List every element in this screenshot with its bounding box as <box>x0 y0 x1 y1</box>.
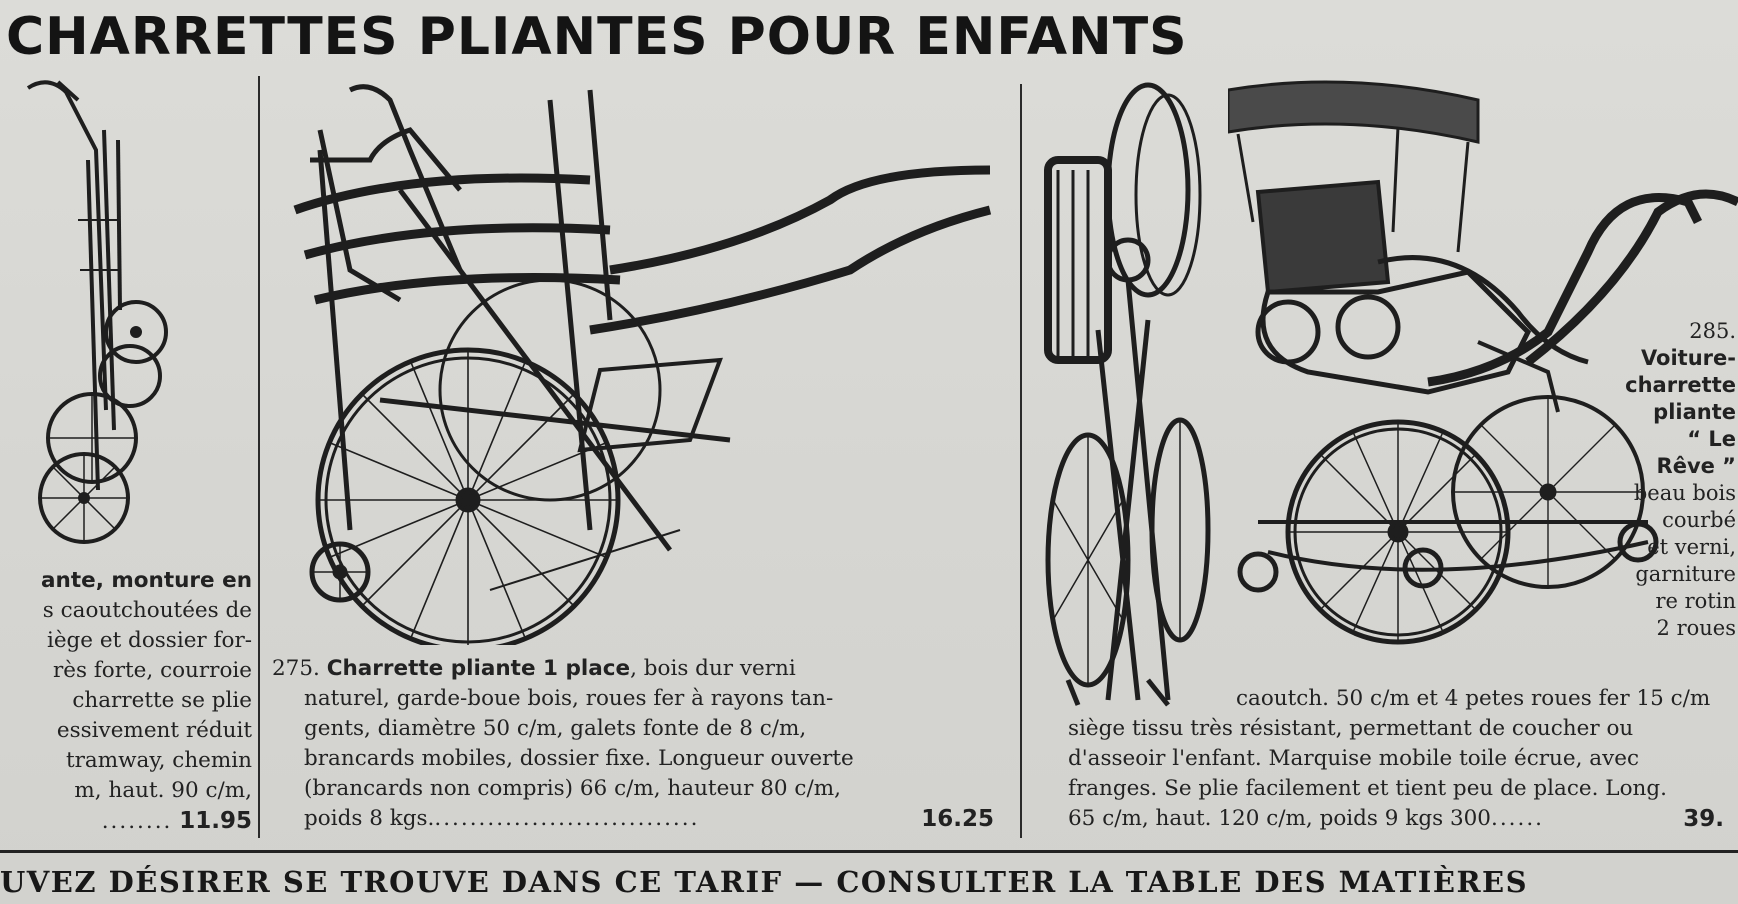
item-name-line: Rêve ” <box>1656 454 1736 478</box>
text-line: caoutch. 50 c/m et 4 petes roues fer 15 c/m <box>1236 686 1711 711</box>
right-column-text <box>1068 684 1734 834</box>
text-line: garniture <box>1635 562 1736 586</box>
item-number: 285. <box>1689 319 1736 343</box>
right-item-heading <box>1598 318 1736 642</box>
folding-cart-illustration <box>290 70 1010 645</box>
text-line: m, haut. 90 c/m, <box>74 778 252 803</box>
text-line: d'asseoir l'enfant. Marquise mobile toile écrue, avec <box>1068 746 1639 771</box>
left-column-text <box>2 566 252 837</box>
footer-rule <box>0 850 1738 853</box>
price: 39. <box>1683 806 1724 832</box>
text-line: ante, monture en <box>41 568 252 593</box>
price-leader: .............................. <box>434 806 700 831</box>
text-line: naturel, garde-boue bois, roues fer à rayons tan- <box>304 686 834 711</box>
price-line <box>2 806 252 837</box>
item-name-line: “ Le <box>1687 427 1736 451</box>
text-line: et verni, <box>1647 535 1736 559</box>
text-line: siège tissu très résistant, permettant de coucher ou <box>1068 716 1634 741</box>
text-line: essivement réduit <box>56 718 252 743</box>
text-line: rès forte, courroie <box>52 658 252 683</box>
text-line: charrette se plie <box>72 688 252 713</box>
item-name-line: Voiture- <box>1640 346 1736 370</box>
text-line: brancards mobiles, dossier fixe. Longueur ouverte <box>304 746 854 771</box>
price: 16.25 <box>921 806 994 832</box>
text-line: tramway, chemin <box>65 748 252 773</box>
price-line <box>272 804 1012 834</box>
folded-carriage-illustration <box>1038 80 1228 710</box>
price-leader: ........ <box>101 809 173 834</box>
text-line: 2 roues <box>1656 616 1736 640</box>
middle-column-text <box>272 654 1012 834</box>
text-line: 65 c/m, haut. 120 c/m, poids 9 kgs 300 <box>1068 806 1491 831</box>
page-title: CHARRETTES PLIANTES POUR ENFANTS <box>6 7 1188 67</box>
text-line: beau bois <box>1633 481 1736 505</box>
text-line: gents, diamètre 50 c/m, galets fonte de 8 c/m, <box>304 716 807 741</box>
item-name: Charrette pliante 1 place <box>326 656 631 681</box>
text-line: re rotin <box>1655 589 1736 613</box>
column-divider-left <box>258 76 260 838</box>
text-line: s caoutchoutées de <box>42 598 252 623</box>
text-line: iège et dossier for- <box>46 628 252 653</box>
price: 11.95 <box>179 808 252 834</box>
text-line <box>272 654 1012 684</box>
price-leader: ...... <box>1491 806 1545 831</box>
item-name-line: pliante <box>1653 400 1736 424</box>
text-line: poids 8 kgs. <box>304 806 435 831</box>
text-line: courbé <box>1662 508 1736 532</box>
item-description: , bois dur verni <box>630 656 796 681</box>
item-number: 275. <box>272 656 320 681</box>
text-line: (brancards non compris) 66 c/m, hauteur 80 c/m, <box>304 776 841 801</box>
text-line: franges. Se plie facilement et tient peu de place. Long. <box>1068 776 1667 801</box>
column-divider-right <box>1020 84 1022 838</box>
price-line <box>1068 804 1734 834</box>
folded-stroller-illustration <box>18 70 188 550</box>
footer-banner: UVEZ DÉSIRER SE TROUVE DANS CE TARIF — CONSULTER LA TABLE DES MATIÈRES <box>0 865 1529 899</box>
item-name-line: charrette <box>1625 373 1736 397</box>
